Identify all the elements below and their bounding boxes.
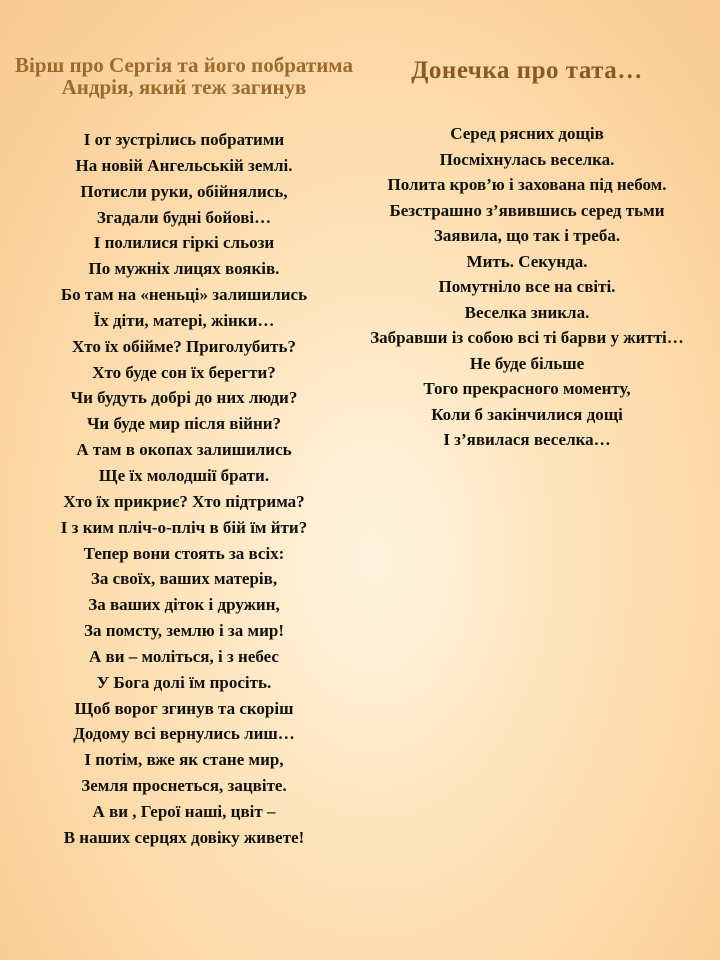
poem-line: Чи буде мир після війни? <box>86 414 282 434</box>
poem-line: Земля проснеться, зацвіте. <box>81 776 287 796</box>
poem-line: А ви , Герої наші, цвіт – <box>92 801 276 821</box>
poem-line: Посміхнулась веселка. <box>439 149 615 169</box>
poem-line: Згадали будні бойові… <box>96 207 272 227</box>
poem-line: А ви – моліться, і з небес <box>89 646 279 666</box>
poem-line: В наших серцях довіку живете! <box>63 827 305 847</box>
poem-line: І потім, вже як стане мир, <box>84 750 284 770</box>
poem-line: Їх діти, матері, жінки… <box>93 310 275 330</box>
poem-line: За помсту, землю і за мир! <box>83 621 285 641</box>
poem-line: Чи будуть добрі до них люди? <box>70 388 298 408</box>
poem-line: А там в окопах залишились <box>76 440 292 460</box>
poem-line: За своїх, ваших матерів, <box>90 569 278 589</box>
left-poem-body <box>14 127 354 851</box>
right-poem-body <box>362 124 692 449</box>
poem-line: Щоб ворог згинув та скоріш <box>74 698 294 718</box>
right-poem-column <box>362 56 692 456</box>
poem-line: За ваших діток і дружин, <box>88 595 280 615</box>
poem-line: І з’явилася веселка… <box>443 430 611 449</box>
poem-line: І полилися гіркі сльози <box>93 233 275 253</box>
right-poem-title: Донечка про тата… <box>411 57 643 84</box>
poem-line: Полита кров’ю і захована під небом. <box>387 175 667 194</box>
poem-line: Хто їх обійме? Приголубить? <box>71 336 296 356</box>
poem-line: Безстрашно з’явившись серед тьми <box>389 200 665 220</box>
poem-line: Мить. Секунда. <box>466 251 588 271</box>
poem-line: Того прекрасного моменту, <box>423 379 631 398</box>
poem-line: Ще їх молодшії брати. <box>98 465 270 485</box>
poem-line: І от зустрілись побратими <box>83 130 285 149</box>
poem-line: Додому всі вернулись лиш… <box>73 724 295 744</box>
left-poem-column <box>14 54 354 851</box>
poem-line: Коли б закінчилися дощі <box>431 404 623 424</box>
poem-line: І з ким пліч-о-пліч в бій їм йти? <box>60 517 308 537</box>
poem-line: По мужніх лицях вояків. <box>88 259 280 279</box>
poem-line: Забравши із собою всі ті барви у житті… <box>370 328 684 347</box>
poem-line: На новій Ангельській землі. <box>75 155 293 175</box>
poem-line: Помутніло все на світі. <box>438 277 616 296</box>
left-poem-title: Вірш про Сергія та його побратима Андрія, який теж загинув <box>15 53 353 99</box>
poem-line: Бо там на «неньці» залишились <box>60 285 308 305</box>
poem-line: Не буде більше <box>469 353 585 373</box>
poem-line: Хто їх прикриє? Хто підтрима? <box>63 491 305 511</box>
poem-line: Тепер вони стоять за всіх: <box>83 543 285 563</box>
poem-line: Хто буде сон їх берегти? <box>92 362 276 382</box>
poem-line: У Бога долі їм просіть. <box>96 672 272 692</box>
poem-line: Потисли руки, обійнялись, <box>80 181 288 201</box>
poem-line: Веселка зникла. <box>464 302 590 322</box>
poem-line: Серед рясних дощів <box>450 124 604 143</box>
poem-line: Заявила, що так і треба. <box>433 226 621 245</box>
